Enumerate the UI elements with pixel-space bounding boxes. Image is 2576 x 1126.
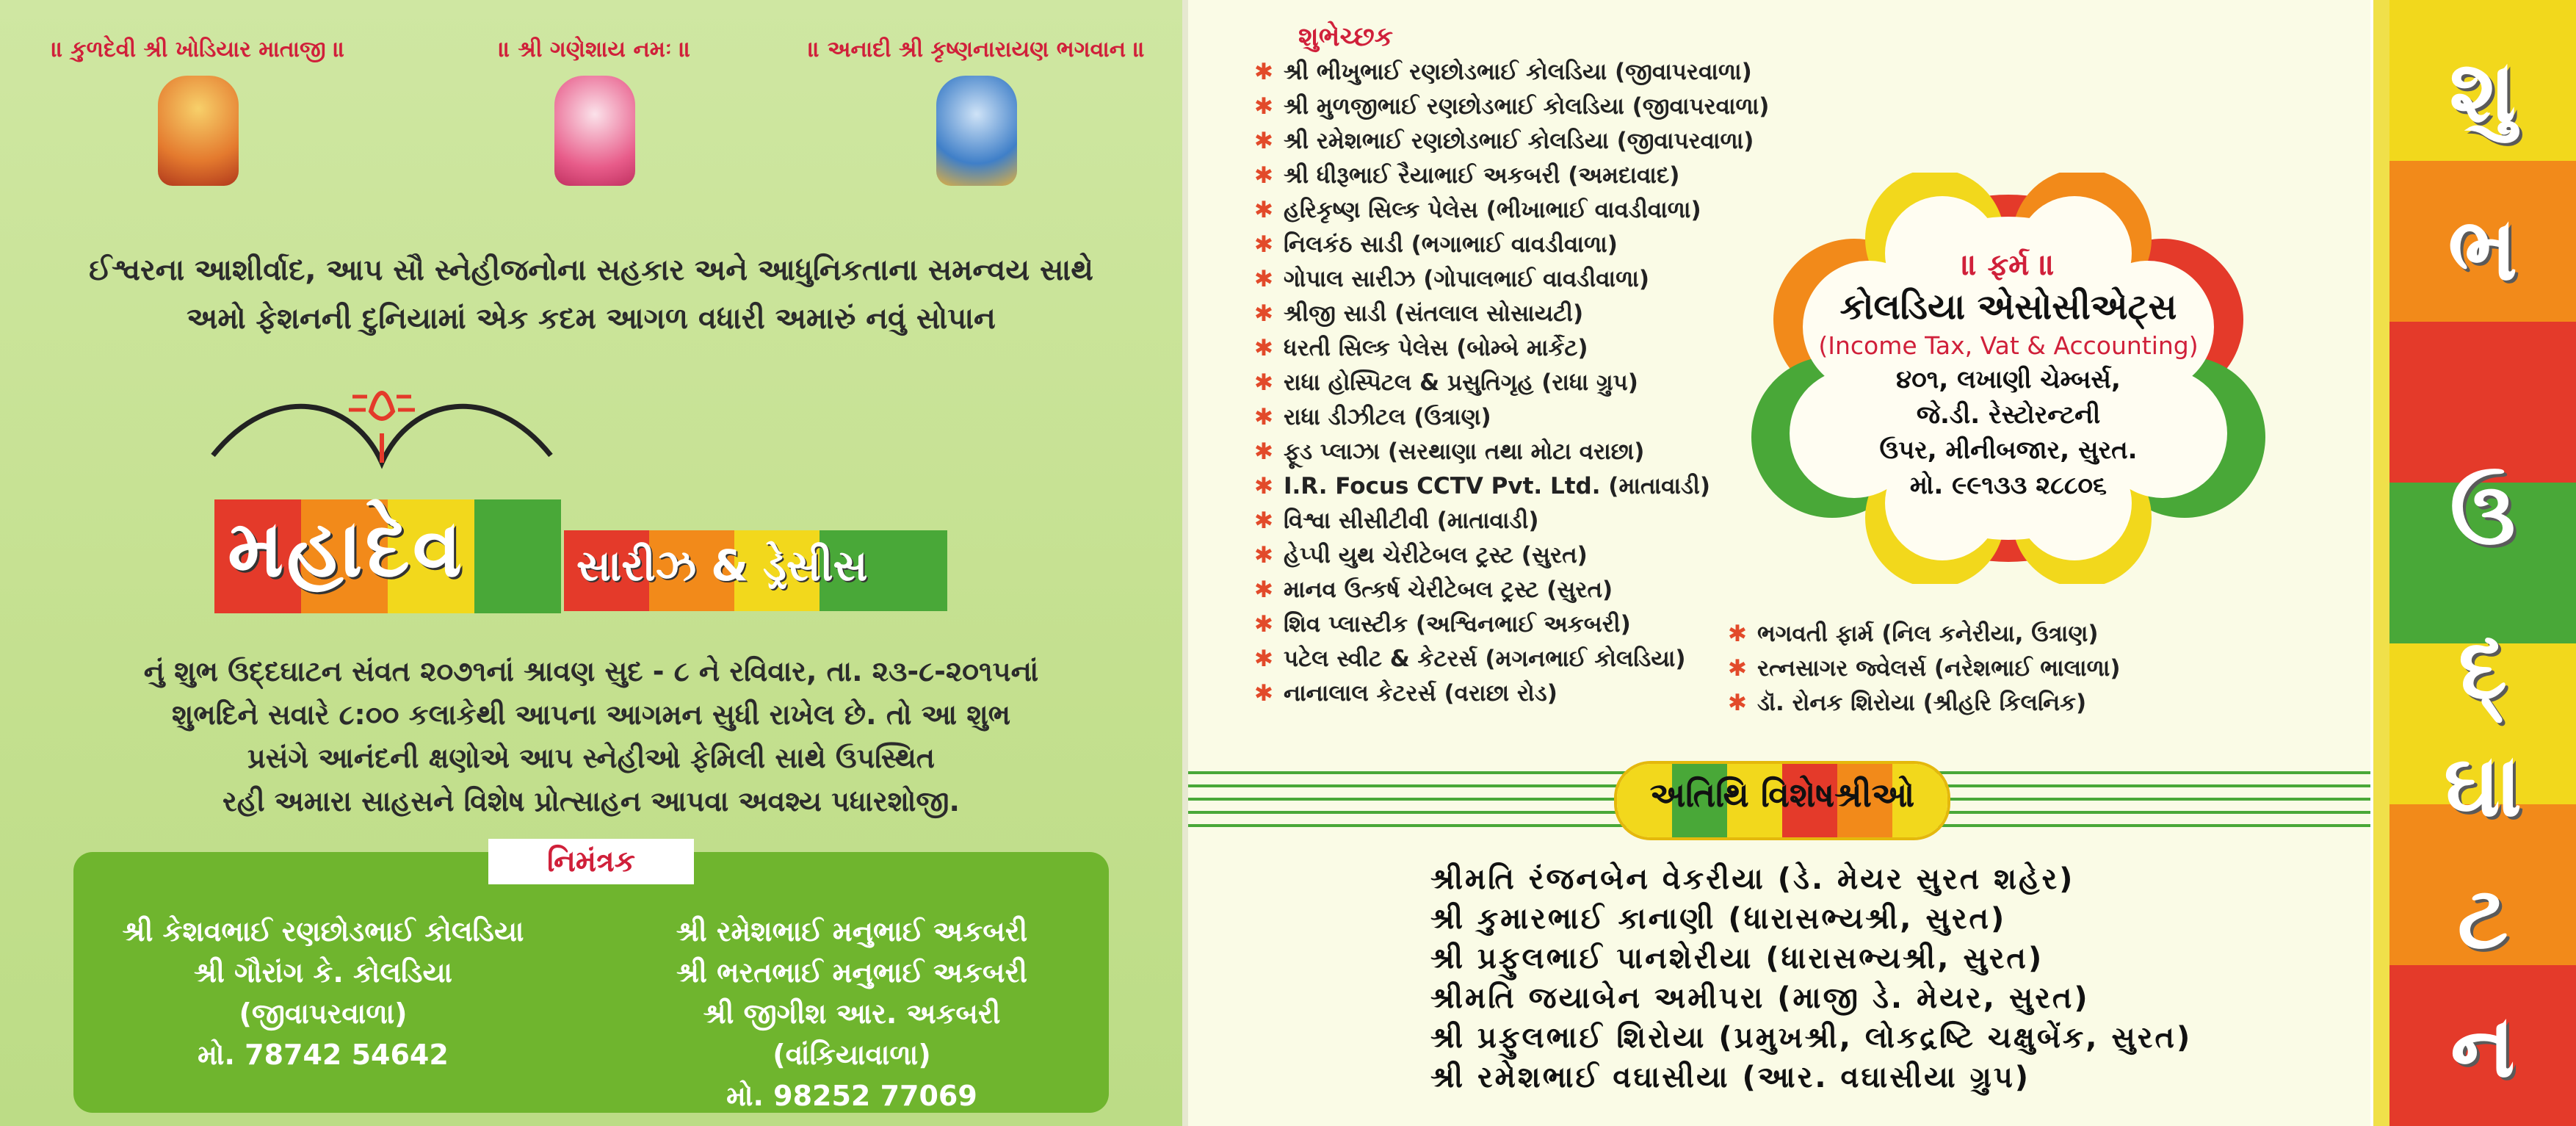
inviter-line: (વાંકિયાવાળા) — [773, 1039, 931, 1071]
star-icon: ✱ — [1254, 577, 1273, 603]
mahadev-logo — [206, 353, 1013, 646]
star-icon: ✱ — [1728, 655, 1747, 682]
firm-phone: મો. ૯૯૧૩૩ ૨૮૮૦૬ — [1909, 471, 2108, 500]
inviters-left — [88, 911, 558, 1075]
firm-address-line: ૪૦૧, લખાણી ચેમ્બર્સ, — [1896, 365, 2121, 394]
firm-address-line: ઉપર, મીનીબજાર, સુરત. — [1879, 436, 2138, 465]
firm-label: ॥ ફર્મ ॥ — [1961, 248, 2055, 282]
inviter-line: શ્રી ગૌરાંગ કે. કોલડિયા — [194, 956, 452, 989]
star-icon: ✱ — [1254, 439, 1273, 465]
star-icon: ✱ — [1254, 93, 1273, 120]
guest-line: શ્રી પ્રફુલભાઈ પાનશેરીયા (ધારાસભ્યશ્રી, સુરત) — [1430, 942, 2044, 975]
krishna-image — [936, 76, 1017, 186]
strip-block — [2389, 322, 2576, 483]
intro-line: ઈશ્વરના આશીર્વાદ, આપ સૌ સ્નેહીજનોના સહકાર અને આધુનિકતાના સમન્વય સાથે — [89, 253, 1093, 287]
strip-char: ન — [2450, 995, 2515, 1097]
list-item: ✱ શ્રી ધીરૂભાઈ રૈયાભાઈ અકબરી (અમદાવાદ) — [1254, 162, 1680, 189]
deity-krishna-label: ॥ અનાદી શ્રી કૃષ્ણનારાયણ ભગવાન ॥ — [808, 37, 1146, 62]
star-icon: ✱ — [1254, 473, 1273, 499]
strip-char: ઘા — [2444, 735, 2522, 836]
inviter-line: શ્રી ભરતભાઈ મનુભાઈ અકબરી — [676, 956, 1027, 989]
wellwishers-list-extra — [1728, 617, 2121, 721]
event-line: પ્રસંગે આનંદની ક્ષણોએ આપ સ્નેહીઓ ફેમિલી સાથે ઉપસ્થિત — [247, 742, 936, 774]
list-item: ✱ નિલકંઠ સાડી (ભગાભાઈ વાવડીવાળા) — [1254, 231, 1618, 258]
wellwishers-list — [1254, 55, 1769, 711]
inviter-line: (જીવાપરવાળા) — [239, 997, 408, 1030]
title-strip — [2373, 0, 2576, 1126]
star-icon: ✱ — [1254, 508, 1273, 534]
intro-line: અમો ફેશનની દુનિયામાં એક કદમ આગળ વધારી અમારું નવું સોપાન — [187, 302, 996, 336]
star-icon: ✱ — [1254, 266, 1273, 292]
deity-ganesh-label: ॥ શ્રી ગણેશાય નમઃ ॥ — [499, 37, 691, 62]
list-item: ✱ રત્નસાગર જ્વેલર્સ (નરેશભાઈ ભાલાળા) — [1728, 655, 2121, 682]
strip-char: દ્ — [2459, 617, 2507, 718]
inviter-line: શ્રી રમેશભાઈ મનુભાઈ અકબરી — [676, 915, 1028, 948]
strip-char: શુ — [2449, 40, 2517, 142]
deity-krishna — [793, 37, 1160, 186]
strip-char: ટ — [2457, 867, 2508, 968]
strip-char: ભ — [2447, 198, 2518, 300]
star-icon: ✱ — [1254, 128, 1273, 154]
list-item: ✱ શ્રી રમેશભાઈ રણછોડભાઈ કોલડિયા (જીવાપરવાળા) — [1254, 128, 1754, 154]
ganesh-image — [554, 76, 635, 186]
deity-khodiyar-label: ॥ કુળદેવી શ્રી ખોડિયાર માતાજી ॥ — [51, 37, 345, 62]
list-item: ✱ માનવ ઉત્કર્ષ ચેરીટેબલ ટ્રસ્ટ (સુરત) — [1254, 577, 1613, 603]
star-icon: ✱ — [1254, 300, 1273, 327]
list-item: ✱ રાધા હોસ્પિટલ & પ્રસુતિગૃહ (રાધા ગ્રુપ) — [1254, 369, 1638, 396]
guest-line: શ્રી રમેશભાઈ વઘાસીયા (આર. વઘાસીયા ગ્રુપ) — [1430, 1061, 2031, 1094]
star-icon: ✱ — [1254, 162, 1273, 189]
inviter-line: શ્રી જીગીશ આર. અકબરી — [703, 997, 1001, 1030]
deity-ganesh — [411, 37, 778, 186]
strip-char: ઉ — [2450, 463, 2516, 564]
list-item: ✱ હેપ્પી યુથ ચેરીટેબલ ટ્રસ્ટ (સુરત) — [1254, 542, 1588, 569]
brand-subtitle: સારીઝ & ડ્રેસીસ — [576, 541, 868, 591]
list-item: ✱ ભગવતી ફાર્મ (નિલ કનેરીયા, ઉત્રાણ) — [1728, 621, 2099, 647]
guest-line: શ્રી પ્રફુલભાઈ શિરોયા (પ્રમુખશ્રી, લોકદ્રષ્ટિ ચક્ષુબેંક, સુરત) — [1430, 1021, 2193, 1055]
khodiyar-image — [158, 76, 239, 186]
list-item: ✱ I.R. Focus CCTV Pvt. Ltd. (માતાવાડી) — [1254, 473, 1711, 499]
star-icon: ✱ — [1254, 646, 1273, 672]
star-icon: ✱ — [1254, 680, 1273, 707]
star-icon: ✱ — [1728, 621, 1747, 647]
color-block — [862, 530, 905, 611]
lotus-mark-icon — [206, 353, 558, 499]
list-item: ✱ શ્રીજી સાડી (સંતલાલ સોસાયટી) — [1254, 300, 1584, 327]
guests-title: અતિથિ વિશેષશ્રીઓ — [1649, 775, 1915, 815]
list-item: ✱ શ્રી ભીખુભાઈ રણછોડભાઈ કોલડિયા (જીવાપરવાળા) — [1254, 59, 1752, 85]
star-icon: ✱ — [1254, 59, 1273, 85]
star-icon: ✱ — [1254, 542, 1273, 569]
star-icon: ✱ — [1254, 404, 1273, 430]
inviter-phone: મો. 78742 54642 — [198, 1039, 449, 1071]
title-strip-chars — [2373, 0, 2576, 1126]
firm-name: કોલડિયા એસોસીએટ્સ — [1839, 286, 2177, 328]
guest-line: શ્રી કુમારભાઈ કાનાણી (ધારાસભ્યશ્રી, સુરત) — [1430, 902, 2007, 936]
star-icon: ✱ — [1254, 197, 1273, 223]
list-item: ✱ શ્રી મુળજીભાઈ રણછોડભાઈ કોલડિયા (જીવાપરવાળા) — [1254, 93, 1770, 120]
guest-line: શ્રીમતિ રંજનબેન વેકરીયા (ડે. મેયર સુરત શહેર) — [1430, 862, 2075, 896]
list-item: ✱ શિવ પ્લાસ્ટીક (અશ્વિનભાઈ અકબરી) — [1254, 611, 1631, 638]
firm-info — [1744, 246, 2273, 503]
event-details — [59, 650, 1124, 823]
inviters-right — [617, 911, 1087, 1116]
deity-khodiyar — [15, 37, 382, 186]
color-block — [905, 530, 947, 611]
firm-address-line: જે.ડી. રેસ્ટોરન્ટની — [1916, 400, 2101, 430]
event-line: નું શુભ ઉદ્દઘાટન સંવત ૨૦૭૧નાં શ્રાવણ સુદ - ૮ ને રવિવાર, તા. ૨૩-૮-૨૦૧૫નાં — [143, 655, 1039, 687]
list-item: ✱ વિશ્વા સીસીટીવી (માતાવાડી) — [1254, 508, 1539, 534]
star-icon: ✱ — [1254, 369, 1273, 396]
brand-name: મહાદેવ — [228, 503, 466, 595]
list-item: ✱ રાધા ડીઝીટલ (ઉત્રાણ) — [1254, 404, 1491, 430]
list-item: ✱ ગોપાલ સારીઝ (ગોપાલભાઈ વાવડીવાળા) — [1254, 266, 1650, 292]
list-item: ✱ ધરતી સિલ્ક પેલેસ (બોમ્બે માર્કેટ) — [1254, 335, 1588, 361]
star-icon: ✱ — [1728, 690, 1747, 716]
inviters-box — [73, 845, 1109, 1113]
star-icon: ✱ — [1254, 335, 1273, 361]
guest-line: શ્રીમતિ જયાબેન અમીપરા (માજી ડે. મેયર, સુરત) — [1430, 981, 2090, 1015]
list-item: ✱ હરિકૃષ્ણ સિલ્ક પેલેસ (ભીખાભાઈ વાવડીવાળા) — [1254, 197, 1701, 223]
star-icon: ✱ — [1254, 231, 1273, 258]
deities-row — [0, 37, 1182, 228]
event-line: રહી અમારા સાહસને વિશેષ પ્રોત્સાહન આપવા અવશ્ય પધારશોજી. — [222, 785, 960, 818]
firm-tagline: (Income Tax, Vat & Accounting) — [1818, 331, 2199, 360]
intro-text — [44, 246, 1138, 343]
invitation-front-panel — [0, 0, 1182, 1126]
inviter-line: શ્રી કેશવભાઈ રણછોડભાઈ કોલડિયા — [122, 915, 524, 948]
star-icon: ✱ — [1254, 611, 1273, 638]
inviter-phone: મો. 98252 77069 — [726, 1080, 977, 1112]
inviters-title: નિમંત્રક — [488, 839, 694, 884]
list-item: ✱ પટેલ સ્વીટ & કેટરર્સ (મગનભાઈ કોલડિયા) — [1254, 646, 1686, 672]
list-item: ✱ ડૉ. રોનક શિરોયા (શ્રીહરિ કિલનિક) — [1728, 690, 2087, 716]
page-fold — [1182, 0, 1188, 1126]
list-item: ✱ નાનાલાલ કેટરર્સ (વરાછા રોડ) — [1254, 680, 1557, 707]
list-item: ✱ ફૂડ પ્લાઝા (સરથાણા તથા મોટા વરાછા) — [1254, 439, 1645, 465]
color-block — [474, 499, 561, 613]
event-line: શુભદિને સવારે ૮:૦૦ કલાકેથી આપના આગમન સુધી રાખેલ છે. તો આ શુભ — [171, 699, 1011, 731]
guests-list — [1430, 859, 2238, 1097]
firm-cloud — [1744, 173, 2273, 584]
wellwishers-title: શુભેચ્છક — [1298, 22, 1394, 52]
